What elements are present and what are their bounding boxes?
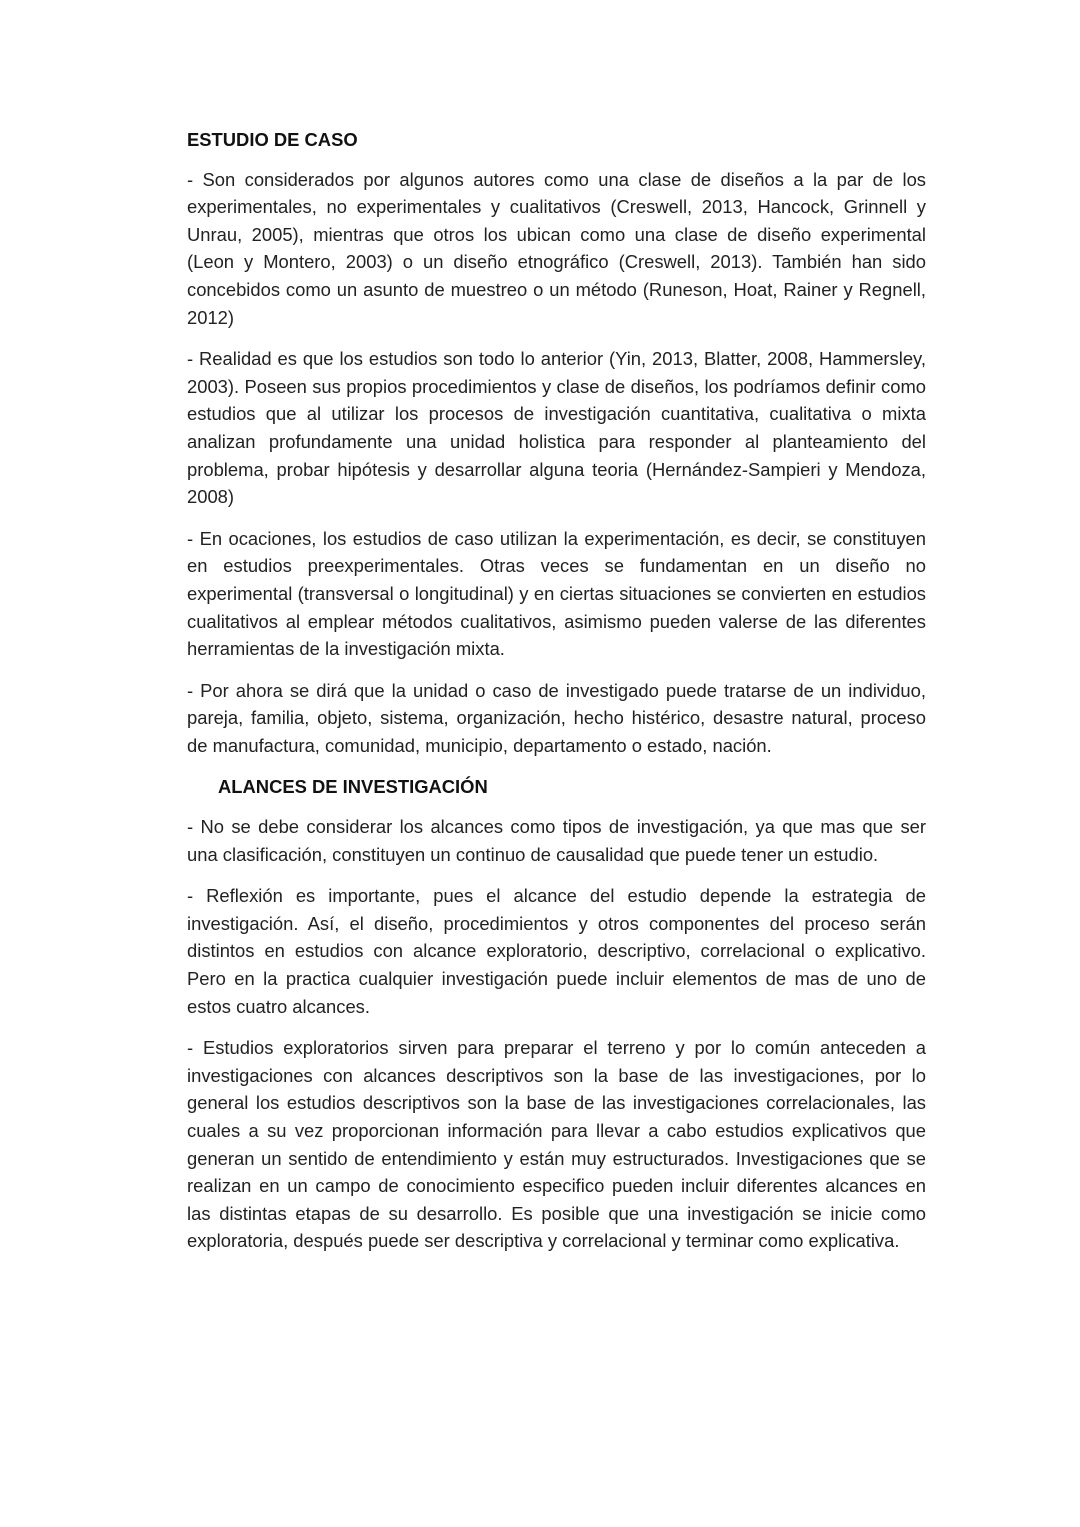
paragraph: - No se debe considerar los alcances como tipos de investigación, ya que mas que ser una clasificación, constituyen un continuo de causalidad que puede tener un estudio. <box>187 816 926 865</box>
section-heading: ALANCES DE INVESTIGACIÓN <box>218 776 488 798</box>
paragraph: - Estudios exploratorios sirven para preparar el terreno y por lo común anteceden a investigaciones con alcances descriptivos son la base de las investigaciones, por lo general los estudios descriptivos son la base de las investigaciones correlacionales, las cuales a su vez proporcionan información para llevar a cabo estudios explicativos que generan un sentido de entendimiento y están muy estructurados. Investigaciones que se realizan en un campo de conocimiento especifico pueden incluir diferentes alcances en las distintas etapas de su desarrollo. Es posible que una investigación se inicie como exploratoria, después puede ser descriptiva y correlacional y terminar como explicativa. <box>187 1037 926 1252</box>
document-page <box>187 126 926 1269</box>
paragraph: - Por ahora se dirá que la unidad o caso de investigado puede tratarse de un individuo, pareja, familia, objeto, sistema, organización, hecho histérico, desastre natural, proceso de manufactura, comunidad, municipio, departamento o estado, nación. <box>187 679 926 756</box>
section-heading: ESTUDIO DE CASO <box>187 129 358 150</box>
section-alcances-de-investigacion <box>187 773 926 1255</box>
paragraph: - Son considerados por algunos autores como una clase de diseños a la par de los experimentales, no experimentales y cualitativos (Creswell, 2013, Hancock, Grinnell y Unrau, 2005), mientras que otros los ubican como una clase de diseño experimental (Leon y Montero, 2003) o un diseño etnográfico (Creswell, 2013). También han sido concebidos como un asunto de muestreo o un método (Runeson, Hoat, Rainer y Regnell, 2012) <box>187 168 926 328</box>
paragraph: - Realidad es que los estudios son todo lo anterior (Yin, 2013, Blatter, 2008, Hammersley, 2003). Poseen sus propios procedimientos y clase de diseños, los podríamos definir como estudios que al utilizar los procesos de investigación cuantitativa, cualitativa o mixta analizan profundamente una unidad holistica para responder al planteamiento del problema, probar hipótesis y desarrollar alguna teoria (Hernández-Sampieri y Mendoza, 2008) <box>187 348 926 508</box>
paragraph: - Reflexión es importante, pues el alcance del estudio depende la estrategia de investigación. Así, el diseño, procedimientos y otros componentes del proceso serán distintos en estudios con alcance exploratorio, descriptivo, correlacional o explicativo. Pero en la practica cualquier investigación puede incluir elementos de mas de uno de estos cuatro alcances. <box>187 885 926 1017</box>
section-estudio-de-caso <box>187 126 926 759</box>
paragraph: - En ocaciones, los estudios de caso utilizan la experimentación, es decir, se constituyen en estudios preexperimentales. Otras veces se fundamentan en un diseño no experimental (transversal o longitudinal) y en ciertas situaciones se convierten en estudios cualitativos al emplear métodos cualitativos, asimismo pueden valerse de las diferentes herramientas de la investigación mixta. <box>187 527 926 660</box>
